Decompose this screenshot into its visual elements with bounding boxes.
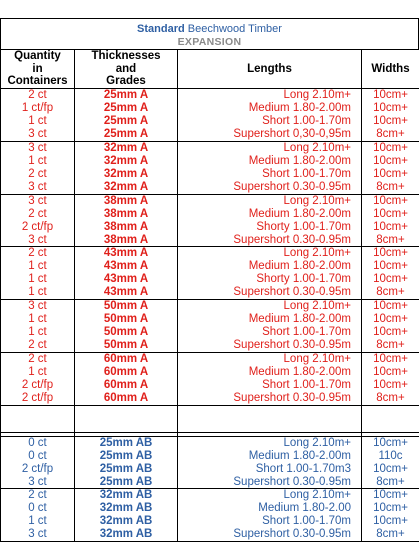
width-cell: 10cm+ xyxy=(362,220,419,233)
width-cell: 10cm+ xyxy=(362,168,419,181)
table-row xyxy=(1,313,419,326)
length-cell: Supershort 0,30-0,95m xyxy=(178,128,362,141)
qty-cell: 2 ct xyxy=(1,207,75,220)
table-row xyxy=(1,436,419,449)
width-cell: 10cm+ xyxy=(362,154,419,167)
width-cell: 10cm+ xyxy=(362,489,419,502)
table-row xyxy=(1,220,419,233)
timber-table xyxy=(0,49,419,542)
width-cell: 8cm+ xyxy=(362,339,419,352)
length-cell: Supershort 0.30-0.95m xyxy=(178,528,362,541)
grade-cell: 50mm A xyxy=(75,339,178,352)
length-cell: Supershort 0.30-0.95m xyxy=(178,476,362,489)
title-rest: Beechwood Timber xyxy=(185,23,282,35)
header-row xyxy=(1,50,419,89)
length-cell: Medium 1.80-2.00m xyxy=(178,449,362,462)
grade-cell: 60mm A xyxy=(75,365,178,378)
qty-cell: 2 ct xyxy=(1,352,75,365)
sheet-title xyxy=(1,23,418,35)
length-cell: Supershort 0.30-0.95m xyxy=(178,286,362,299)
title-box xyxy=(0,18,419,49)
header-quantity xyxy=(1,50,75,89)
length-cell: Medium 1.80-2.00m xyxy=(178,102,362,115)
width-cell: 10cm+ xyxy=(362,115,419,128)
qty-cell: 1 ct xyxy=(1,365,75,378)
table-row xyxy=(1,462,419,475)
length-cell: Long 2.10m+ xyxy=(178,89,362,102)
qty-cell: 3 ct xyxy=(1,181,75,194)
table-row xyxy=(1,154,419,167)
grade-cell: 43mm A xyxy=(75,273,178,286)
header-thickness-line-1: Thicknesses xyxy=(91,50,160,62)
grade-cell: 25mm A xyxy=(75,89,178,102)
width-cell: 10cm+ xyxy=(362,326,419,339)
length-cell: Supershort 0.30-0.95m xyxy=(178,181,362,194)
header-quantity-line-2: in xyxy=(32,63,42,75)
qty-cell: 3 ct xyxy=(1,234,75,247)
header-thickness-line-2: and xyxy=(116,63,136,75)
table-row xyxy=(1,247,419,260)
qty-cell: 1 ct xyxy=(1,273,75,286)
width-cell: 10cm+ xyxy=(362,502,419,515)
length-cell: Supershort 0.30-0.95m xyxy=(178,392,362,405)
qty-cell: 3 ct xyxy=(1,528,75,541)
qty-cell: 1 ct xyxy=(1,154,75,167)
qty-cell: 2 ct xyxy=(1,339,75,352)
grade-cell: 38mm A xyxy=(75,194,178,207)
table-row xyxy=(1,102,419,115)
grade-cell: 32mm A xyxy=(75,168,178,181)
table-row xyxy=(1,273,419,286)
grade-cell: 60mm A xyxy=(75,392,178,405)
width-cell: 10cm+ xyxy=(362,194,419,207)
table-row xyxy=(1,89,419,102)
table-row xyxy=(1,141,419,154)
table-body xyxy=(1,89,419,542)
grade-cell: 38mm A xyxy=(75,207,178,220)
grade-cell: 32mm A xyxy=(75,141,178,154)
table-row xyxy=(1,515,419,528)
width-cell: 10cm+ xyxy=(362,313,419,326)
length-cell: Shorty 1.00-1.70m xyxy=(178,220,362,233)
qty-cell: 1 ct xyxy=(1,515,75,528)
grade-cell: 43mm A xyxy=(75,286,178,299)
empty-cell xyxy=(178,405,362,432)
width-cell: 10cm+ xyxy=(362,436,419,449)
length-cell: Short 1.00-1.70m3 xyxy=(178,462,362,475)
width-cell: 10cm+ xyxy=(362,207,419,220)
grade-cell: 32mm AB xyxy=(75,489,178,502)
table-row xyxy=(1,339,419,352)
width-cell: 10cm+ xyxy=(362,260,419,273)
table-row xyxy=(1,352,419,365)
qty-cell: 3 ct xyxy=(1,194,75,207)
table-row xyxy=(1,365,419,378)
grade-cell: 25mm AB xyxy=(75,449,178,462)
length-cell: Medium 1.80-2.00m xyxy=(178,313,362,326)
grade-cell: 25mm A xyxy=(75,102,178,115)
qty-cell: 2 ct/fp xyxy=(1,392,75,405)
qty-cell: 0 ct xyxy=(1,502,75,515)
qty-cell: 3 ct xyxy=(1,300,75,313)
qty-cell: 1 ct xyxy=(1,326,75,339)
table-row xyxy=(1,502,419,515)
grade-cell: 25mm A xyxy=(75,115,178,128)
length-cell: Short 1.00-1.70m xyxy=(178,115,362,128)
width-cell: 8cm+ xyxy=(362,476,419,489)
table-row xyxy=(1,300,419,313)
length-cell: Short 1.00-1.70m xyxy=(178,326,362,339)
width-cell: 10cm+ xyxy=(362,379,419,392)
timber-sheet xyxy=(0,18,419,542)
table-row xyxy=(1,489,419,502)
header-quantity-line-3: Containers xyxy=(7,75,67,87)
width-cell: 10cm+ xyxy=(362,352,419,365)
length-cell: Long 2.10m+ xyxy=(178,489,362,502)
qty-cell: 3 ct xyxy=(1,141,75,154)
length-cell: Medium 1.80-2.00m xyxy=(178,154,362,167)
grade-cell: 32mm AB xyxy=(75,502,178,515)
qty-cell: 2 ct/fp xyxy=(1,220,75,233)
width-cell: 10cm+ xyxy=(362,273,419,286)
empty-cell xyxy=(75,405,178,432)
qty-cell: 2 ct/fp xyxy=(1,462,75,475)
width-cell: 10cm+ xyxy=(362,141,419,154)
grade-cell: 60mm A xyxy=(75,379,178,392)
table-row xyxy=(1,392,419,405)
width-cell: 110c xyxy=(362,449,419,462)
length-cell: Short 1.00-1.70m xyxy=(178,168,362,181)
grade-cell: 38mm A xyxy=(75,234,178,247)
qty-cell: 2 ct xyxy=(1,489,75,502)
table-row xyxy=(1,115,419,128)
header-widths: Widths xyxy=(362,50,419,89)
grade-cell: 43mm A xyxy=(75,247,178,260)
grade-cell: 25mm AB xyxy=(75,436,178,449)
table-row xyxy=(1,476,419,489)
qty-cell: 3 ct xyxy=(1,476,75,489)
width-cell: 10cm+ xyxy=(362,102,419,115)
header-thickness-line-3: Grades xyxy=(106,75,146,87)
header-lengths: Lengths xyxy=(178,50,362,89)
grade-cell: 50mm A xyxy=(75,326,178,339)
qty-cell: 2 ct xyxy=(1,168,75,181)
qty-cell: 3 ct xyxy=(1,128,75,141)
width-cell: 8cm+ xyxy=(362,128,419,141)
width-cell: 10cm+ xyxy=(362,89,419,102)
length-cell: Shorty 1.00-1.70m xyxy=(178,273,362,286)
width-cell: 10cm+ xyxy=(362,365,419,378)
length-cell: Medium 1.80-2.00m xyxy=(178,207,362,220)
table-row xyxy=(1,379,419,392)
table-row xyxy=(1,449,419,462)
width-cell: 10cm+ xyxy=(362,300,419,313)
width-cell: 10cm+ xyxy=(362,462,419,475)
table-row xyxy=(1,128,419,141)
table-row xyxy=(1,260,419,273)
title-bold: Standard xyxy=(137,23,185,35)
qty-cell: 1 ct xyxy=(1,260,75,273)
table-row xyxy=(1,168,419,181)
width-cell: 8cm+ xyxy=(362,392,419,405)
length-cell: Long 2.10m+ xyxy=(178,194,362,207)
empty-spacer-row xyxy=(1,405,419,432)
qty-cell: 1 ct/fp xyxy=(1,102,75,115)
table-row xyxy=(1,181,419,194)
qty-cell: 1 ct xyxy=(1,313,75,326)
header-quantity-line-1: Quantity xyxy=(14,50,61,62)
width-cell: 8cm+ xyxy=(362,234,419,247)
qty-cell: 0 ct xyxy=(1,436,75,449)
length-cell: Long 2.10m+ xyxy=(178,436,362,449)
grade-cell: 32mm AB xyxy=(75,528,178,541)
width-cell: 10cm+ xyxy=(362,247,419,260)
table-row xyxy=(1,286,419,299)
grade-cell: 32mm AB xyxy=(75,515,178,528)
grade-cell: 60mm A xyxy=(75,352,178,365)
length-cell: Supershort 0.30-0.95m xyxy=(178,339,362,352)
grade-cell: 32mm A xyxy=(75,181,178,194)
width-cell: 8cm+ xyxy=(362,181,419,194)
length-cell: Long 2.10m+ xyxy=(178,141,362,154)
length-cell: Short 1.00-1.70m xyxy=(178,379,362,392)
empty-cell xyxy=(362,405,419,432)
grade-cell: 25mm AB xyxy=(75,462,178,475)
length-cell: Short 1.00-1.70m xyxy=(178,515,362,528)
length-cell: Medium 1.80-2.00m xyxy=(178,260,362,273)
header-thickness xyxy=(75,50,178,89)
qty-cell: 1 ct xyxy=(1,286,75,299)
table-row xyxy=(1,234,419,247)
width-cell: 8cm+ xyxy=(362,528,419,541)
empty-cell xyxy=(1,405,75,432)
grade-cell: 38mm A xyxy=(75,220,178,233)
qty-cell: 2 ct/fp xyxy=(1,379,75,392)
qty-cell: 0 ct xyxy=(1,449,75,462)
length-cell: Medium 1.80-2.00m xyxy=(178,365,362,378)
length-cell: Medium 1.80-2.00 xyxy=(178,502,362,515)
sheet-subtitle: EXPANSION xyxy=(1,36,418,48)
qty-cell: 2 ct xyxy=(1,89,75,102)
qty-cell: 2 ct xyxy=(1,247,75,260)
table-row xyxy=(1,207,419,220)
qty-cell: 1 ct xyxy=(1,115,75,128)
grade-cell: 25mm A xyxy=(75,128,178,141)
length-cell: Long 2.10m+ xyxy=(178,352,362,365)
length-cell: Long 2.10m+ xyxy=(178,300,362,313)
width-cell: 10cm+ xyxy=(362,515,419,528)
grade-cell: 50mm A xyxy=(75,313,178,326)
grade-cell: 43mm A xyxy=(75,260,178,273)
length-cell: Long 2.10m+ xyxy=(178,247,362,260)
length-cell: Supershort 0.30-0.95m xyxy=(178,234,362,247)
grade-cell: 50mm A xyxy=(75,300,178,313)
width-cell: 8cm+ xyxy=(362,286,419,299)
table-row xyxy=(1,326,419,339)
grade-cell: 25mm AB xyxy=(75,476,178,489)
grade-cell: 32mm A xyxy=(75,154,178,167)
table-row xyxy=(1,194,419,207)
